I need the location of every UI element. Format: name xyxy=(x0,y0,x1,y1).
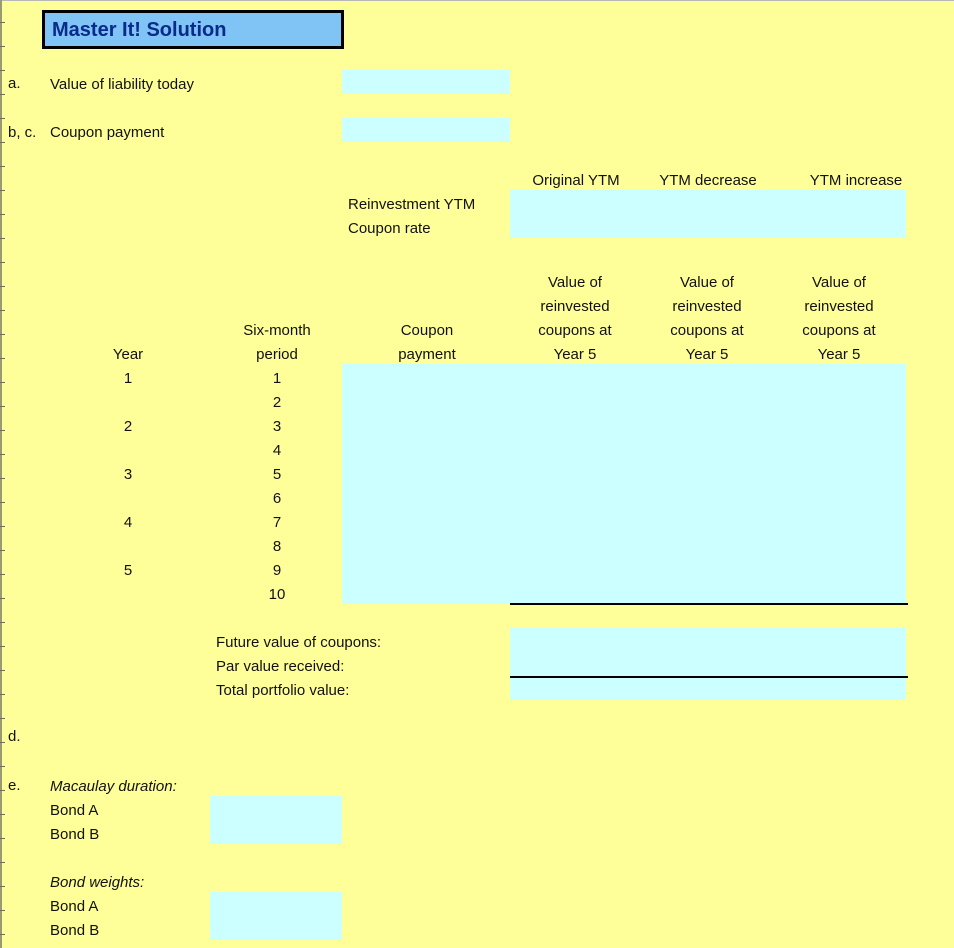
value-header-line: Year 5 xyxy=(685,346,729,363)
header-ytm-decrease: YTM decrease xyxy=(659,172,757,189)
row-tick xyxy=(0,766,5,767)
period-cell: 3 xyxy=(272,418,282,435)
row-tick xyxy=(0,718,5,719)
row-tick xyxy=(0,286,5,287)
table-bottom-border xyxy=(510,603,908,605)
period-cell: 9 xyxy=(272,562,282,579)
row-tick xyxy=(0,742,5,743)
row-tick xyxy=(0,214,5,215)
value-header-line: Value of xyxy=(548,274,602,291)
row-tick xyxy=(0,190,5,191)
total-border xyxy=(510,676,908,678)
title-banner xyxy=(42,10,344,49)
row-tick xyxy=(0,814,5,815)
row-tick xyxy=(0,70,5,71)
value-header-line: Value of xyxy=(680,274,734,291)
year-cell: 1 xyxy=(123,370,133,387)
bond-weights-heading: Bond weights: xyxy=(50,874,145,891)
row-tick xyxy=(0,862,5,863)
row-tick xyxy=(0,598,5,599)
row-tick xyxy=(0,454,5,455)
coupon-table-input-block[interactable] xyxy=(342,364,906,604)
row-tick xyxy=(0,430,5,431)
value-header-line: coupons at xyxy=(670,322,744,339)
page-title: Master It! Solution xyxy=(52,19,227,41)
period-cell: 2 xyxy=(272,394,282,411)
total-portfolio-label: Total portfolio value: xyxy=(216,682,350,699)
row-tick xyxy=(0,670,5,671)
weight-bond-b-label: Bond B xyxy=(50,922,100,939)
period-cell: 10 xyxy=(268,586,286,603)
row-tick xyxy=(0,382,5,383)
coupon-payment-cell[interactable] xyxy=(342,118,510,142)
row-tick xyxy=(0,358,5,359)
row-tick xyxy=(0,22,5,23)
coupon-header-line1: Coupon xyxy=(400,322,454,339)
period-cell: 7 xyxy=(272,514,282,531)
row-tick xyxy=(0,646,5,647)
ytm-input-block[interactable] xyxy=(510,190,906,238)
value-header-line: coupons at xyxy=(802,322,876,339)
summary-input-block[interactable] xyxy=(510,628,906,676)
row-tick xyxy=(0,838,5,839)
value-header-line: coupons at xyxy=(538,322,612,339)
header-ytm-increase: YTM increase xyxy=(809,172,903,189)
value-header-line: reinvested xyxy=(804,298,874,315)
section-a-letter: a. xyxy=(8,75,21,92)
section-bc-letter: b, c. xyxy=(8,124,37,141)
sheet-top-border xyxy=(0,0,954,1)
row-tick xyxy=(0,46,5,47)
header-original-ytm: Original YTM xyxy=(532,172,620,189)
period-cell: 4 xyxy=(272,442,282,459)
weight-bond-a-label: Bond A xyxy=(50,898,99,915)
period-cell: 6 xyxy=(272,490,282,507)
row-tick xyxy=(0,118,5,119)
period-header-line1: Six-month xyxy=(243,322,311,339)
row-tick xyxy=(0,478,5,479)
value-header-line: Year 5 xyxy=(553,346,597,363)
period-header-line2: period xyxy=(256,346,298,363)
year-cell: 4 xyxy=(123,514,133,531)
coupon-header-line2: payment xyxy=(398,346,456,363)
duration-bond-a-label: Bond A xyxy=(50,802,99,819)
row-tick xyxy=(0,622,5,623)
row-tick xyxy=(0,406,5,407)
weights-input-block[interactable] xyxy=(210,892,342,940)
row-tick xyxy=(0,334,5,335)
row-tick xyxy=(0,910,5,911)
value-header-line: reinvested xyxy=(672,298,742,315)
section-e-letter: e. xyxy=(8,777,21,794)
period-cell: 1 xyxy=(272,370,282,387)
year-cell: 3 xyxy=(123,466,133,483)
row-tick xyxy=(0,886,5,887)
total-portfolio-cell[interactable] xyxy=(510,678,906,700)
period-cell: 5 xyxy=(272,466,282,483)
year-cell: 2 xyxy=(123,418,133,435)
row-tick xyxy=(0,166,5,167)
period-cell: 8 xyxy=(272,538,282,555)
value-header-line: Value of xyxy=(812,274,866,291)
row-tick xyxy=(0,790,5,791)
row-tick xyxy=(0,502,5,503)
row-tick xyxy=(0,574,5,575)
row-tick xyxy=(0,934,5,935)
row-tick xyxy=(0,310,5,311)
liability-label: Value of liability today xyxy=(50,76,194,93)
section-d-letter: d. xyxy=(8,728,21,745)
future-value-label: Future value of coupons: xyxy=(216,634,382,651)
row-tick xyxy=(0,694,5,695)
row-tick xyxy=(0,94,5,95)
coupon-rate-label: Coupon rate xyxy=(348,220,431,237)
par-value-label: Par value received: xyxy=(216,658,345,675)
macaulay-duration-heading: Macaulay duration: xyxy=(50,778,177,795)
duration-input-block[interactable] xyxy=(210,796,342,844)
row-tick xyxy=(0,142,5,143)
value-header-line: Year 5 xyxy=(817,346,861,363)
coupon-payment-label: Coupon payment xyxy=(50,124,165,141)
row-tick xyxy=(0,238,5,239)
reinvestment-ytm-label: Reinvestment YTM xyxy=(348,196,476,213)
year-header: Year xyxy=(112,346,144,363)
row-tick xyxy=(0,550,5,551)
row-tick xyxy=(0,526,5,527)
value-header-line: reinvested xyxy=(540,298,610,315)
liability-value-cell[interactable] xyxy=(342,70,510,94)
year-cell: 5 xyxy=(123,562,133,579)
duration-bond-b-label: Bond B xyxy=(50,826,100,843)
row-tick xyxy=(0,262,5,263)
